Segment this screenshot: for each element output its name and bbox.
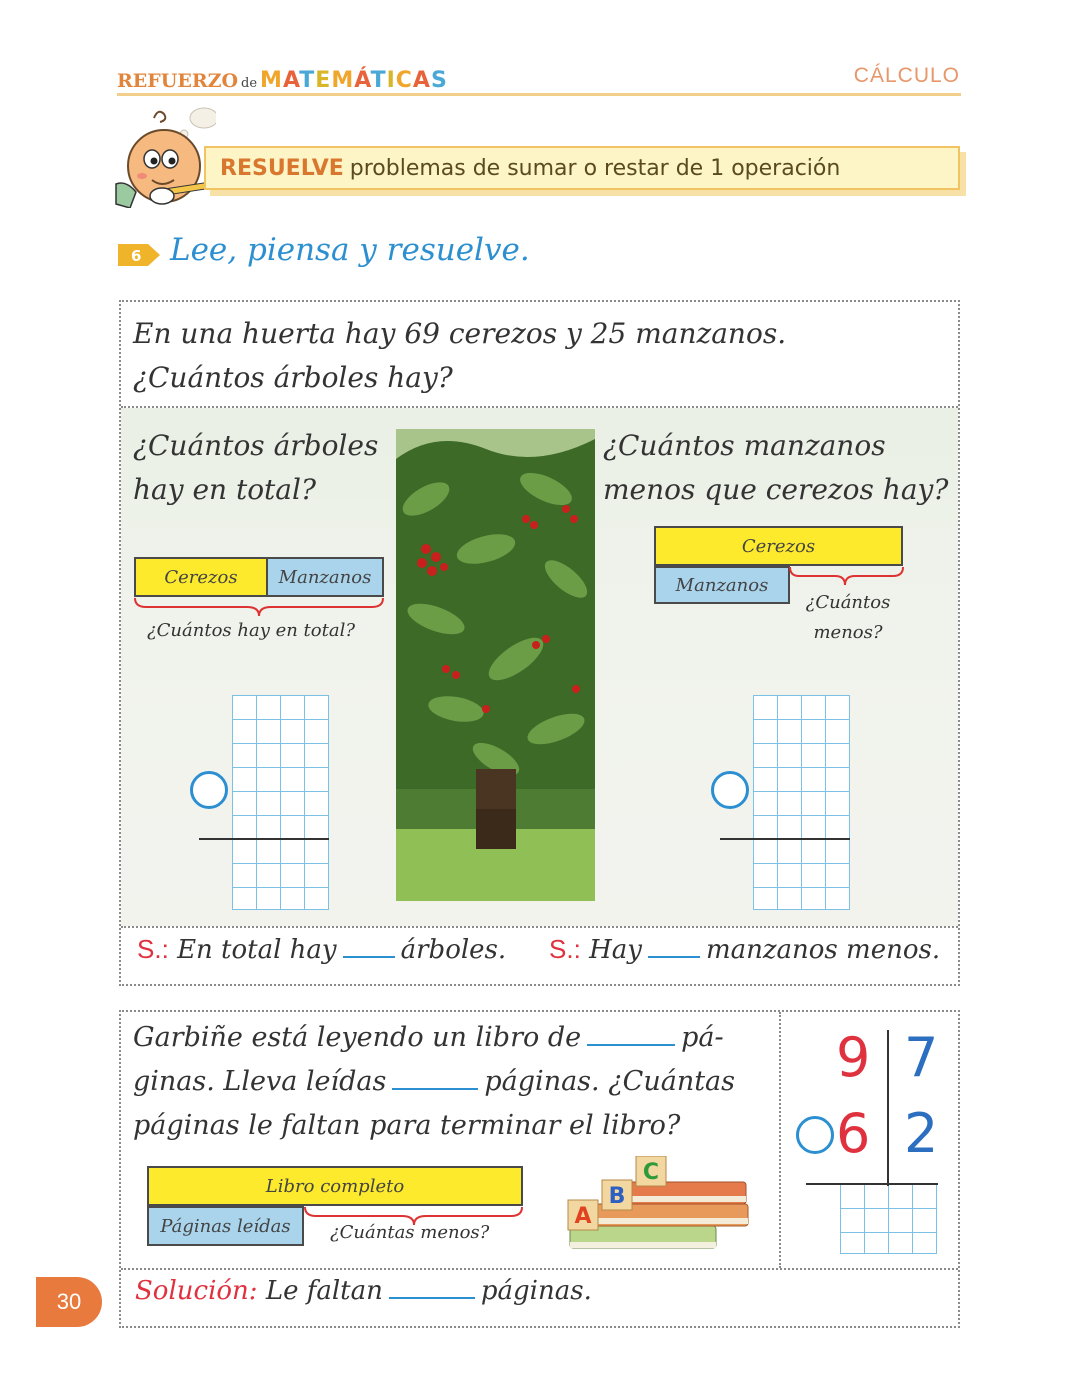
answer-blank[interactable] bbox=[587, 1044, 675, 1046]
divider bbox=[121, 1268, 958, 1270]
exercise-number: 6 bbox=[131, 247, 142, 265]
block-b-letter: B bbox=[608, 1184, 626, 1209]
calc-grid-sum[interactable] bbox=[232, 695, 329, 910]
bar-cerezos: Cerezos bbox=[134, 557, 268, 597]
brand-subject: MATEMÁTICAS bbox=[260, 68, 448, 93]
bar-manzanos-bottom: Manzanos bbox=[654, 566, 790, 604]
calc-grid-difference[interactable] bbox=[753, 695, 850, 910]
brace-total bbox=[134, 597, 384, 617]
cherry-tree-photo bbox=[396, 429, 595, 901]
section-label: CÁLCULO bbox=[853, 64, 960, 87]
problem-1-statement: En una huerta hay 69 cerezos y 25 manzanos. ¿Cuántos árboles hay? bbox=[133, 317, 787, 394]
difference-line bbox=[720, 838, 850, 840]
subtraction-line bbox=[806, 1183, 938, 1185]
bar-manzanos: Manzanos bbox=[266, 557, 384, 597]
divider bbox=[121, 926, 958, 928]
bar-paginas-leidas: Páginas leídas bbox=[147, 1206, 304, 1246]
block-a-letter: A bbox=[574, 1204, 592, 1229]
problem-2-statement: Garbiñe está leyendo un libro de pá- ginas. Lleva leídas páginas. ¿Cuántas páginas le faltan para terminar el libro? bbox=[133, 1022, 736, 1141]
question-difference: ¿Cuántos manzanos menos que cerezos hay? bbox=[603, 429, 949, 506]
books-and-blocks-illustration bbox=[566, 1156, 752, 1256]
answer-blank[interactable] bbox=[392, 1088, 478, 1090]
solution-remaining: Solución: Le faltan páginas. bbox=[135, 1276, 592, 1306]
bar-cerezos-top: Cerezos bbox=[654, 526, 903, 566]
header-rule bbox=[117, 93, 961, 96]
brand-logo: REFUERZO de MATEMÁTICAS bbox=[117, 68, 448, 93]
brace-total-label: ¿Cuántos hay en total? bbox=[147, 620, 355, 641]
mascot-illustration bbox=[112, 104, 216, 208]
bar-libro-completo: Libro completo bbox=[147, 1166, 523, 1206]
brace-difference bbox=[789, 566, 905, 586]
operation-sign-circle[interactable] bbox=[711, 771, 749, 809]
solution-total: S.: En total hay árboles. bbox=[137, 934, 507, 965]
calc-grid-subtraction[interactable] bbox=[840, 1184, 937, 1254]
answer-blank[interactable] bbox=[648, 956, 700, 958]
exercise-title: Lee, piensa y resuelve. bbox=[170, 232, 530, 268]
solution-difference: S.: Hay manzanos menos. bbox=[549, 934, 941, 965]
exercise-number-badge bbox=[118, 244, 160, 266]
digit-bottom-tens: 6 bbox=[836, 1102, 871, 1165]
question-total: ¿Cuántos árboles hay en total? bbox=[133, 429, 379, 506]
digit-top-units: 7 bbox=[904, 1026, 939, 1089]
divider bbox=[779, 1012, 781, 1268]
block-c-letter: C bbox=[642, 1160, 660, 1185]
operation-sign-circle[interactable] bbox=[190, 771, 228, 809]
page-number: 30 bbox=[36, 1277, 102, 1327]
answer-blank[interactable] bbox=[343, 956, 395, 958]
brace-remaining-label: ¿Cuántas menos? bbox=[330, 1222, 490, 1243]
sum-line bbox=[199, 838, 329, 840]
digit-bottom-units: 2 bbox=[904, 1102, 939, 1165]
operation-sign-circle[interactable] bbox=[796, 1116, 834, 1154]
topic-banner-text: RESUELVE problemas de sumar o restar de 1 operación bbox=[220, 156, 841, 181]
brace-difference-label: ¿Cuántos menos? bbox=[805, 592, 891, 643]
digit-top-tens: 9 bbox=[836, 1026, 871, 1089]
answer-blank[interactable] bbox=[389, 1297, 475, 1299]
column-divider bbox=[887, 1030, 889, 1186]
